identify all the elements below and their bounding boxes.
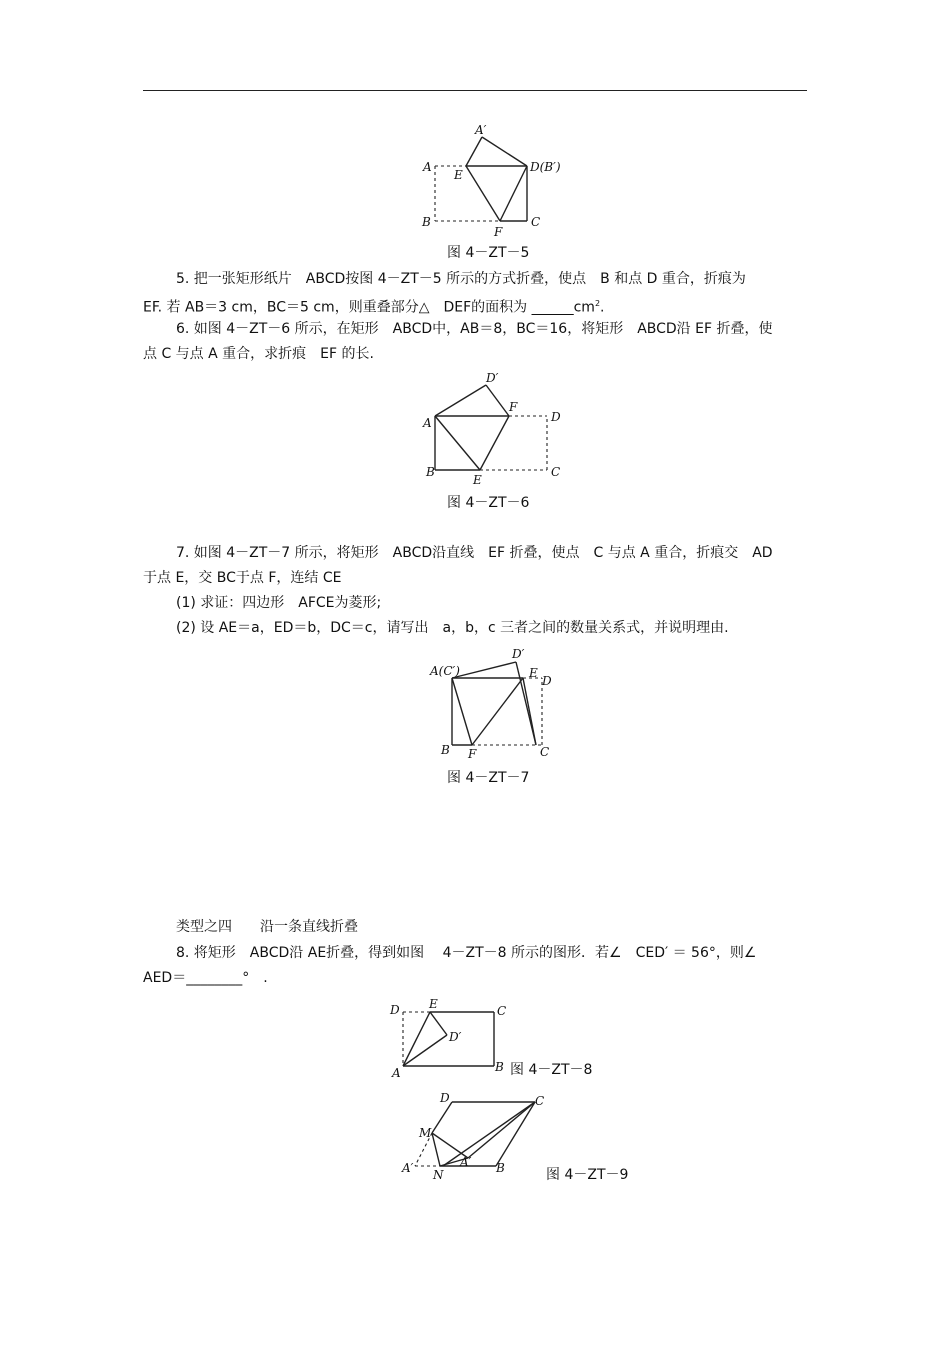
label-a: A bbox=[423, 160, 432, 174]
label-f: F bbox=[468, 747, 477, 761]
label-n: N bbox=[433, 1168, 444, 1182]
caption-fig9: 图 4－ZT－9 bbox=[546, 1167, 629, 1183]
figure-4-zt-9 bbox=[398, 1090, 548, 1180]
figure-4-zt-5 bbox=[418, 120, 578, 240]
problem-7-line1: 7. 如图 4－ZT－7 所示，将矩形 ABCD沿直线 EF 折叠，使点 C 与点 A 重合，折痕交 AD bbox=[176, 545, 773, 561]
label-d: D bbox=[551, 410, 561, 424]
label-c: C bbox=[551, 465, 561, 479]
label-m: M bbox=[419, 1126, 432, 1140]
figure-4-zt-7 bbox=[428, 644, 568, 764]
caption-fig5: 图 4－ZT－5 bbox=[447, 245, 530, 261]
caption-fig8: 图 4－ZT－8 bbox=[510, 1062, 593, 1078]
label-f: F bbox=[509, 400, 518, 414]
label-c: C bbox=[497, 1004, 507, 1018]
problem-5-unit-sup: 2 bbox=[594, 299, 601, 308]
figure-4-zt-6 bbox=[420, 366, 580, 491]
header-rule bbox=[143, 90, 807, 91]
problem-6-line2: 点 C 与点 A 重合，求折痕 EF 的长. bbox=[143, 346, 374, 362]
label-c: C bbox=[535, 1094, 545, 1108]
caption-fig6: 图 4－ZT－6 bbox=[447, 495, 530, 511]
label-a-prime-left: A′ bbox=[402, 1161, 414, 1175]
label-e: E bbox=[454, 168, 463, 182]
label-a-prime: A′ bbox=[475, 123, 487, 137]
problem-8-line1: 8. 将矩形 ABCD沿 AE折叠，得到如图 4－ZT－8 所示的图形．若∠ CED′ ＝ 56°，则∠ bbox=[176, 945, 757, 961]
problem-5-line2 bbox=[143, 294, 823, 318]
caption-fig7: 图 4－ZT－7 bbox=[447, 770, 530, 786]
label-b: B bbox=[495, 1060, 504, 1074]
label-c: C bbox=[540, 745, 550, 759]
problem-7-part2: (2) 设 AE＝a，ED＝b，DC＝c，请写出 a，b，c 三者之间的数量关系式，并说明理由. bbox=[176, 620, 729, 636]
problem-8-line2: AED＝________° . bbox=[143, 970, 268, 986]
label-a-c-prime: A(C′) bbox=[430, 664, 460, 678]
problem-7-part1: (1) 求证：四边形 AFCE为菱形; bbox=[176, 595, 382, 611]
problem-5-text: EF. 若 AB＝3 cm，BC＝5 cm，则重叠部分△ DEF的面积为 ______cm bbox=[143, 299, 595, 316]
problem-6-line1: 6. 如图 4－ZT－6 所示，在矩形 ABCD中，AB＝8，BC＝16，将矩形 ABCD沿 EF 折叠，使 bbox=[176, 321, 773, 337]
label-d: D bbox=[440, 1091, 450, 1105]
label-d: D bbox=[390, 1003, 400, 1017]
label-d-prime: D′ bbox=[486, 371, 499, 385]
label-b: B bbox=[441, 743, 450, 757]
problem-5-end: . bbox=[600, 299, 605, 316]
figure-4-zt-8 bbox=[385, 996, 510, 1081]
label-b: B bbox=[422, 215, 431, 229]
label-a: A bbox=[423, 416, 432, 430]
label-d: D(B′) bbox=[530, 160, 561, 174]
label-d-prime: D′ bbox=[449, 1030, 462, 1044]
label-f: F bbox=[494, 225, 503, 239]
label-d: D bbox=[542, 674, 552, 688]
label-b: B bbox=[496, 1161, 505, 1175]
section-4-title: 类型之四 沿一条直线折叠 bbox=[176, 919, 358, 935]
label-a: A bbox=[392, 1066, 401, 1080]
label-e: E bbox=[429, 997, 438, 1011]
label-e: E bbox=[529, 666, 538, 680]
problem-7-line2: 于点 E，交 BC于点 F，连结 CE bbox=[143, 570, 342, 586]
label-b: B bbox=[426, 465, 435, 479]
problem-5-line1: 5. 把一张矩形纸片 ABCD按图 4－ZT－5 所示的方式折叠，使点 B 和点 D 重合，折痕为 bbox=[176, 271, 746, 287]
label-a-prime: A′ bbox=[460, 1155, 472, 1169]
label-e: E bbox=[473, 473, 482, 487]
label-c: C bbox=[531, 215, 541, 229]
label-d-prime: D′ bbox=[512, 647, 525, 661]
